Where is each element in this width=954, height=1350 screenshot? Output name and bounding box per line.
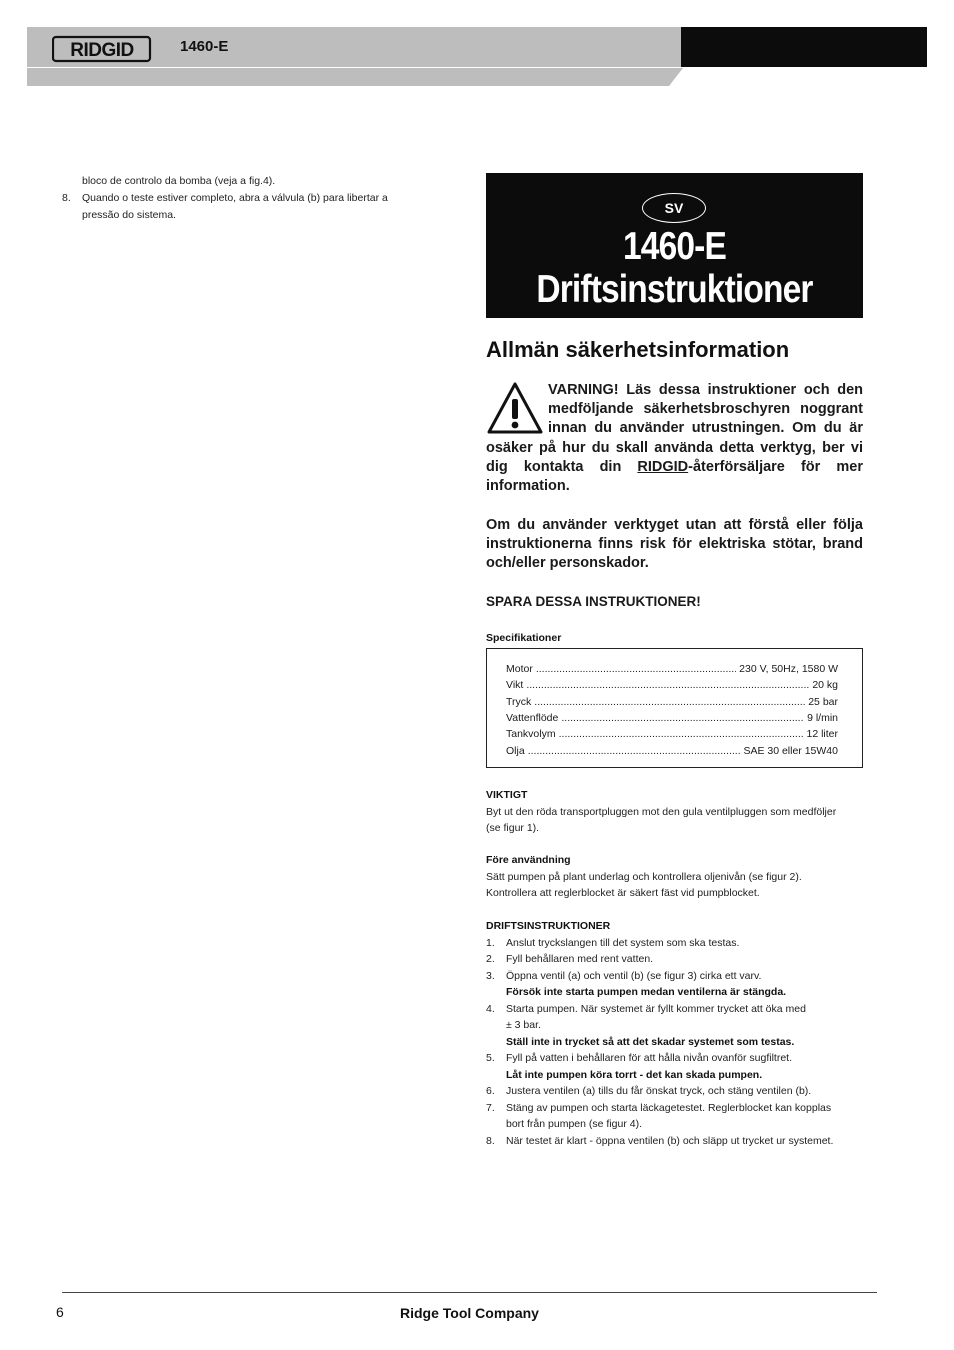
header-stripe <box>27 68 683 86</box>
header-black-block <box>681 27 927 67</box>
list-item <box>486 1001 863 1051</box>
list-text: Quando o teste estiver completo, abra a válvula (b) para libertar a pressão do sistema. <box>82 192 388 221</box>
important-section: VIKTIGT Byt ut den röda transportpluggen mot den gula ventilpluggen som medföljer (se figur 1). <box>486 787 863 837</box>
operating-list <box>486 935 863 1150</box>
list-text: Stäng av pumpen och starta läckagetestet. Reglerblocket kan kopplas bort från pumpen (se figur 4). <box>506 1101 832 1130</box>
list-number: 7. <box>486 1101 495 1114</box>
warning-note: Ställ inte in trycket så att det skadar systemet som testas. <box>506 1035 795 1048</box>
warning-block: VARNING! Läs dessa instruktioner och den medföljande säkerhetsbroschyren noggrant innan du använder utrustningen. Om du är osäker på hur du skall använda detta verktyg, ber vi dig kontakta din RIDGID-återförsäljare för mer information. <box>486 382 863 495</box>
continuation-text: bloco de controlo da bomba (veja a fig.4). <box>82 175 276 187</box>
list-item <box>486 935 863 952</box>
list-text: Fyll behållaren med rent vatten. <box>506 953 654 965</box>
before-use-heading: Före användning <box>486 854 571 866</box>
list-item <box>486 1100 863 1133</box>
spec-row: Motor ..... 230 V, 50Hz, 1580 W <box>506 659 838 675</box>
section-heading: Allmän säkerhetsinformation <box>486 337 790 362</box>
important-heading: VIKTIGT <box>486 789 528 801</box>
warning-paragraph: Om du använder verktyget utan att förstå eller följa instruktionerna finns risk för elektriska stötar, brand och/eller personskador. <box>486 517 863 572</box>
list-number: 2. <box>486 953 495 965</box>
left-column <box>62 173 422 224</box>
list-text: Justera ventilen (a) tills du får önskat tryck, och stäng ventilen (b). <box>506 1085 812 1097</box>
warning-note: Låt inte pumpen köra torrt - det kan skada pumpen. <box>506 1068 763 1081</box>
svg-text:RIDGID: RIDGID <box>70 40 134 61</box>
save-instructions: SPARA DESSA INSTRUKTIONER! <box>486 594 701 609</box>
before-use-section: Före användning Sätt pumpen på plant underlag och kontrollera oljenivån (se figur 2). Kontrollera att reglerblocket är säkert fäst vid pumpblocket. <box>486 852 863 902</box>
language-badge: SV <box>642 193 706 223</box>
title-model: 1460-E <box>622 225 726 268</box>
spec-row: Olja ..... SAE 30 eller 15W40 <box>506 741 838 757</box>
list-item <box>486 1133 863 1150</box>
list-item <box>486 1083 863 1100</box>
model-label: 1460-E <box>180 38 229 55</box>
list-number: 4. <box>486 1002 495 1015</box>
list-number: 1. <box>486 936 495 949</box>
ridgid-logo <box>52 35 152 63</box>
company-name: Ridge Tool Company <box>400 1305 539 1321</box>
list-text: Starta pumpen. När systemet är fyllt kommer trycket att öka med ± 3 bar. Ställ inte in trycket så att det skadar systemet som testas. <box>506 1001 863 1051</box>
operating-heading: DRIFTSINSTRUKTIONER <box>486 920 611 932</box>
footer-rule <box>62 1292 877 1293</box>
specs-heading: Specifikationer <box>486 632 562 644</box>
spec-row: Vattenflöde ..... 9 l/min <box>506 708 838 724</box>
list-text: Anslut tryckslangen till det system som ska testas. <box>506 936 740 949</box>
list-number: 8. <box>62 192 71 204</box>
operating-section <box>486 918 863 1149</box>
list-number: 5. <box>486 1052 495 1064</box>
title-subtitle: Driftsinstruktioner <box>536 268 813 311</box>
list-item <box>486 968 863 1001</box>
list-item <box>486 1050 863 1083</box>
list-item <box>62 190 422 224</box>
warning-triangle-icon <box>486 381 544 435</box>
spec-row: Tryck ..... 25 bar <box>506 692 838 708</box>
list-number: 3. <box>486 969 495 982</box>
ridgid-link-text: RIDGID <box>637 458 689 475</box>
list-number: 6. <box>486 1085 495 1097</box>
list-text: Öppna ventil (a) och ventil (b) (se figur 3) cirka ett varv. Försök inte starta pumpen medan ventilerna är stängda. <box>506 968 863 1001</box>
page-number: 6 <box>56 1304 64 1320</box>
list-text: Fyll på vatten i behållaren för att hålla nivån ovanför sugfiltret. Låt inte pumpen köra torrt - det kan skada pumpen. <box>506 1050 863 1083</box>
spec-row: Vikt ..... 20 kg <box>506 675 838 691</box>
warning-note: Försök inte starta pumpen medan ventilerna är stängda. <box>506 986 787 998</box>
list-number: 8. <box>486 1134 495 1147</box>
spec-row: Tankvolym ..... 12 liter <box>506 724 838 740</box>
list-text: När testet är klart - öppna ventilen (b) och släpp ut trycket ur systemet. <box>506 1134 834 1147</box>
list-item <box>486 951 863 968</box>
